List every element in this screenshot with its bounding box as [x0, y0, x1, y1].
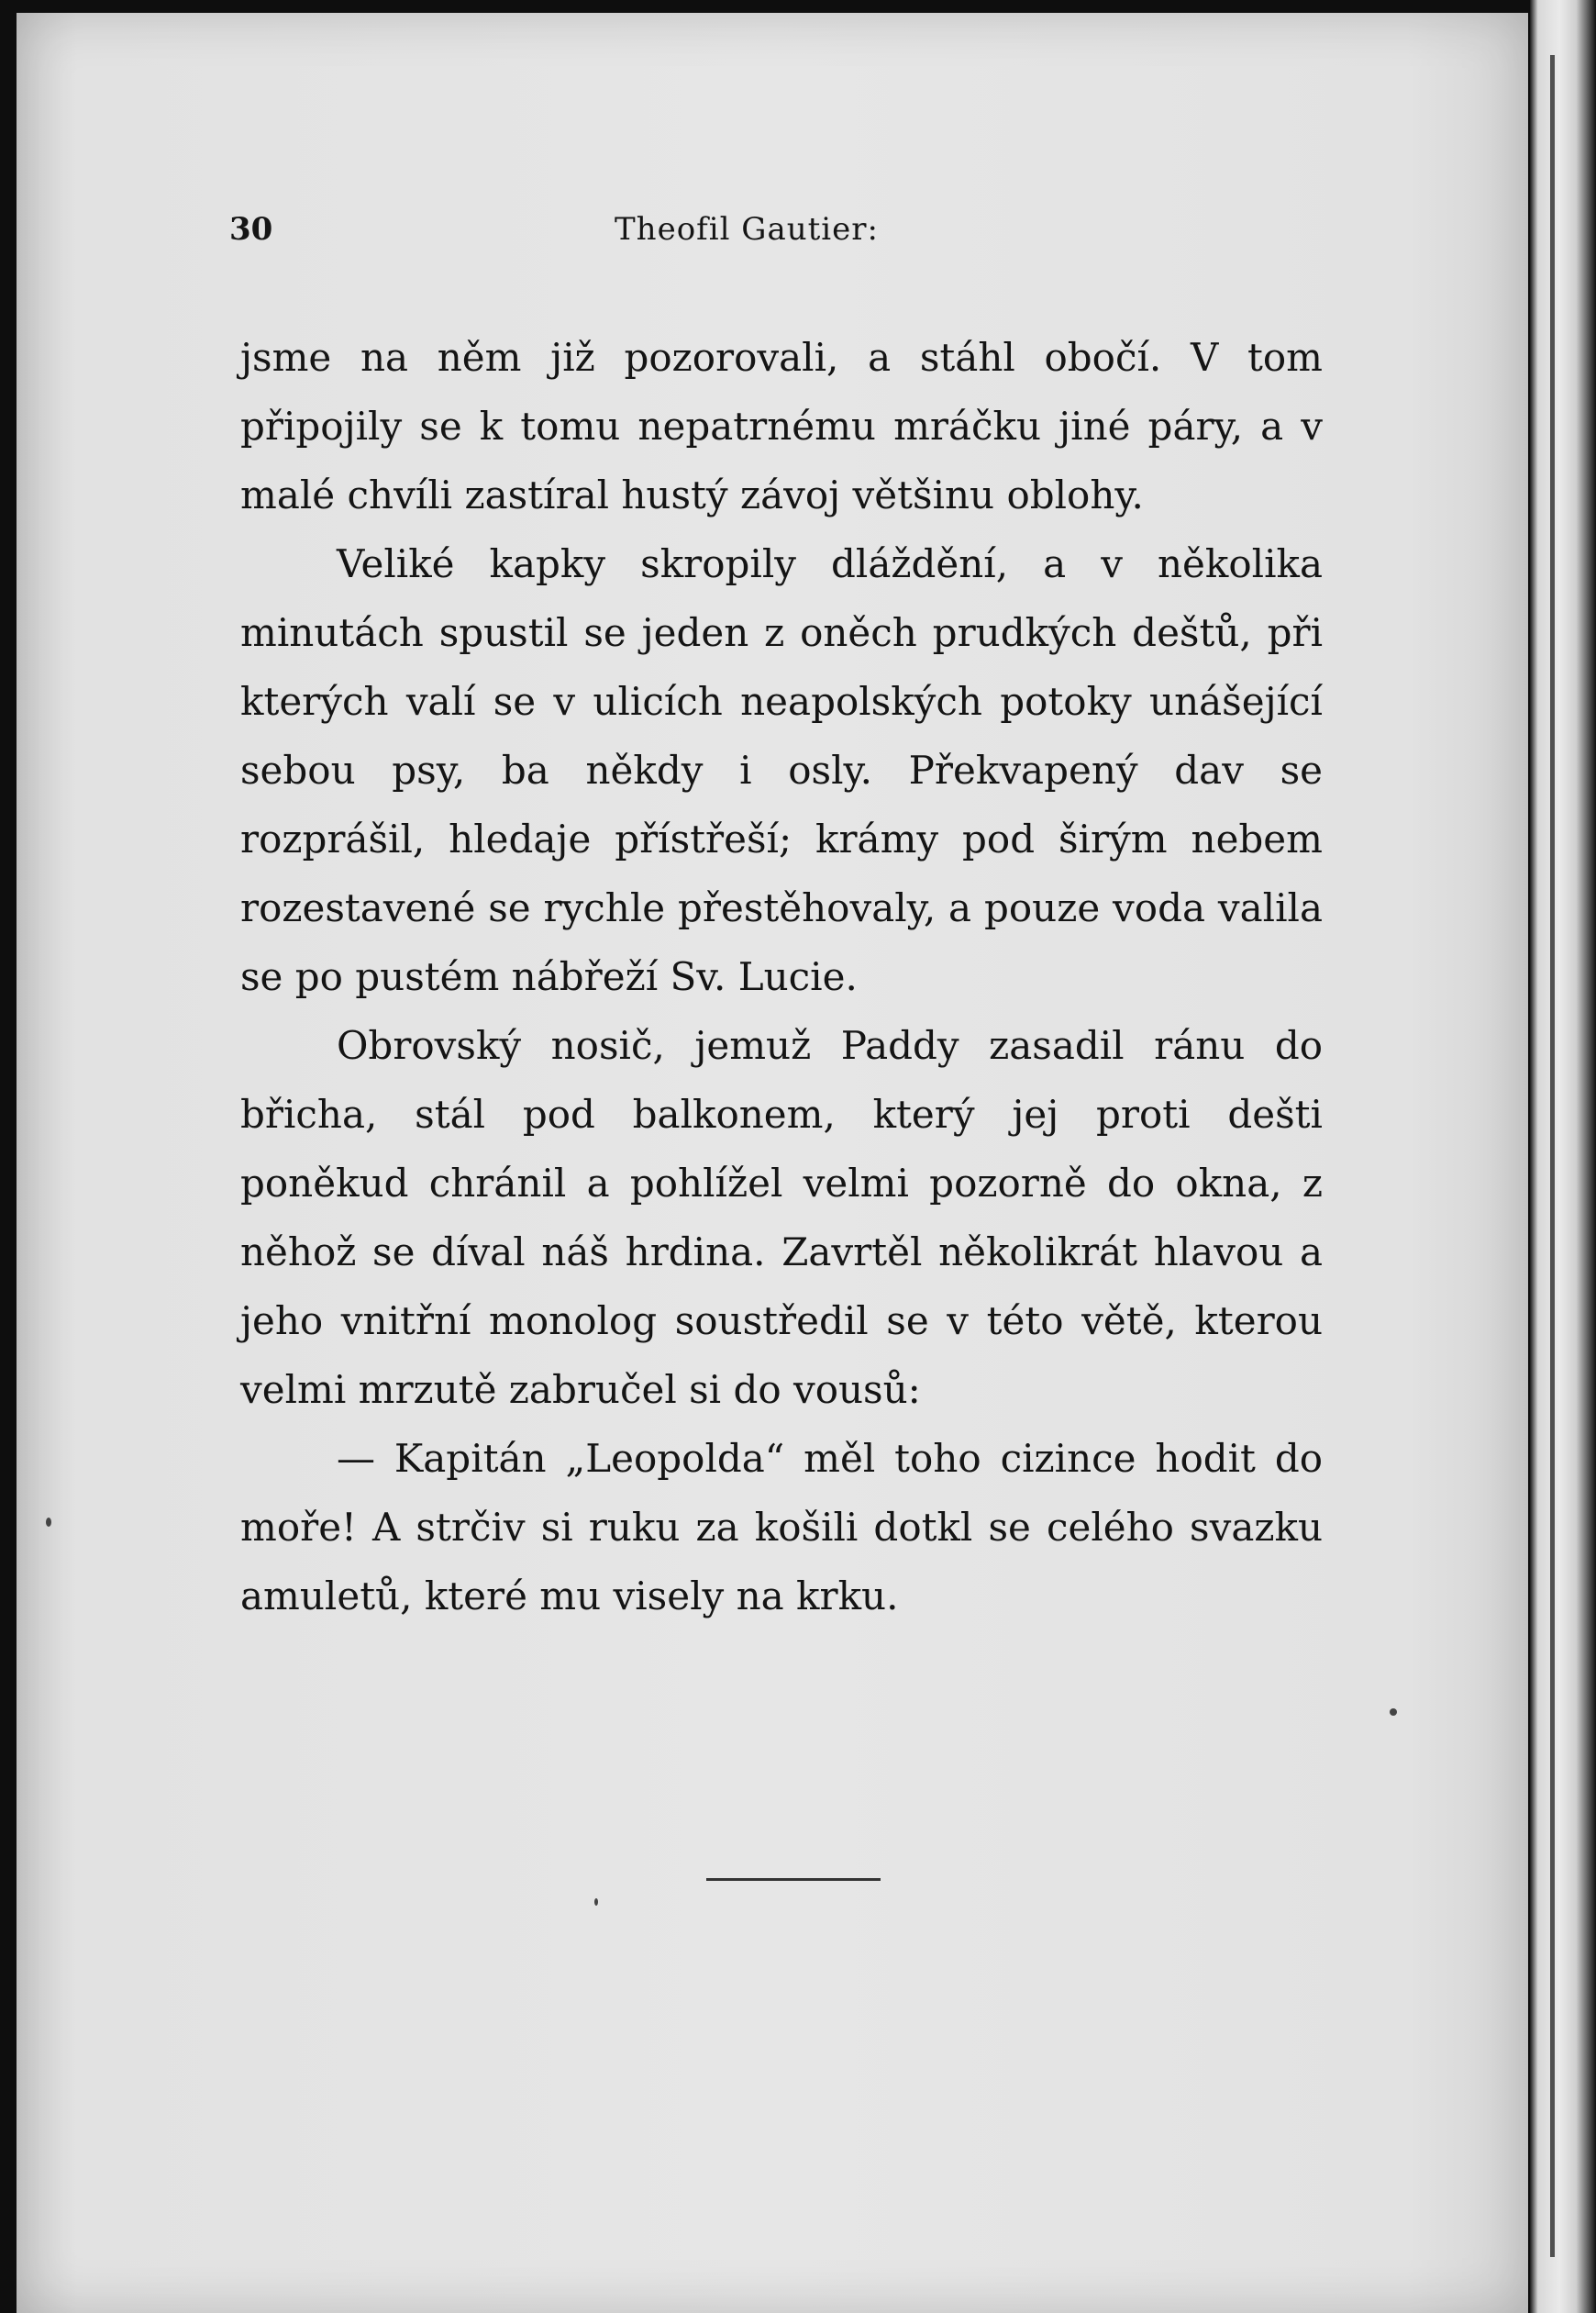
page-edge	[1530, 0, 1596, 2313]
ink-speck	[1390, 1708, 1397, 1716]
body-text	[240, 323, 1323, 1630]
paragraph: jsme na něm již pozorovali, a stáhl obočí. V tom připojily se k tomu nepatrnému mráčku jiné páry, a v malé chvíli zastíral hustý závoj většinu oblohy.	[240, 335, 1323, 517]
page-header	[229, 211, 1330, 257]
running-title: Theofil Gautier:	[615, 211, 879, 248]
ink-speck	[594, 1898, 598, 1906]
ink-speck	[46, 1518, 51, 1527]
page-number: 30	[229, 211, 273, 248]
paragraph: Veliké kapky skropily dláždění, a v několika minutách spustil se jeden z oněch prudkých deštů, při kterých valí se v ulicích neapolských potoky unášející sebou psy, ba někdy i osly. Překvapený dav se rozprášil, hledaje přístřeší; krámy pod širým nebem rozestavené se rychle přestěhovaly, a pouze voda valila se po pustém nábřeží Sv. Lucie.	[240, 541, 1323, 999]
binding-line	[1550, 55, 1555, 2257]
paragraph: — Kapitán „Leopolda“ měl toho cizince hodit do moře! A strčiv si ruku za košili dotkl se celého svazku amuletů, které mu visely na krku.	[240, 1436, 1323, 1618]
end-rule	[706, 1878, 881, 1881]
paragraph: Obrovský nosič, jemuž Paddy zasadil ránu do břicha, stál pod balkonem, který jej proti dešti poněkud chránil a pohlížel velmi pozorně do okna, z něhož se díval náš hrdina. Zavrtěl několikrát hlavou a jeho vnitřní monolog soustředil se v této větě, kterou velmi mrzutě zabručel si do vousů:	[240, 1023, 1323, 1412]
